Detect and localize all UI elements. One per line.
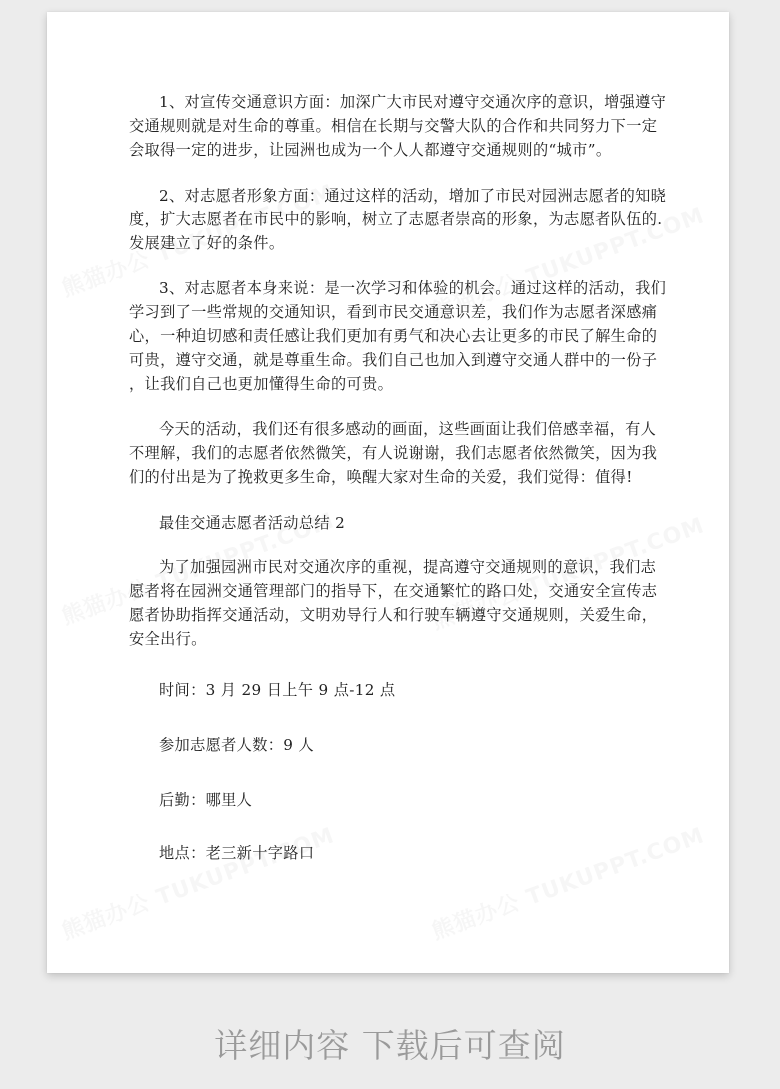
watermark xyxy=(57,818,338,946)
watermark xyxy=(427,818,708,946)
text-line: 愿者协助指挥交通活动，文明劝导行人和行驶车辆遵守交通规则，关爱生命， xyxy=(129,606,658,624)
detail-logistics: 后勤：哪里人 xyxy=(159,791,253,809)
text-line: 学习到了一些常规的交通知识，看到市民交通意识差，我们作为志愿者深感痛 xyxy=(129,303,658,321)
text-line: 安全出行。 xyxy=(129,630,207,648)
detail-location: 地点：老三新十字路口 xyxy=(159,844,315,862)
text-line: 2、对志愿者形象方面：通过这样的活动，增加了市民对园洲志愿者的知晓 xyxy=(159,187,667,205)
text-line: 为了加强园洲市民对交通次序的重视，提高遵守交通规则的意识，我们志 xyxy=(159,558,657,576)
text-line: 1、对宣传交通意识方面：加深广大市民对遵守交通次序的意识，增强遵守 xyxy=(159,93,667,111)
text-line: 度，扩大志愿者在市民中的影响，树立了志愿者崇高的形象，为志愿者队伍的. xyxy=(129,210,663,228)
text-line: 今天的活动，我们还有很多感动的画面，这些画面让我们倍感幸福，有人 xyxy=(159,420,657,438)
text-line: 会取得一定的进步，让园洲也成为一个人人都遵守交通规则的“城市”。 xyxy=(129,141,612,159)
text-line: 发展建立了好的条件。 xyxy=(129,234,285,252)
text-line: ，让我们自己也更加懂得生命的可贵。 xyxy=(129,375,394,393)
text-line: 们的付出是为了挽救更多生命，唤醒大家对生命的关爱，我们觉得：值得! xyxy=(129,468,633,486)
text-line: 愿者将在园洲交通管理部门的指导下，在交通繁忙的路口处，交通安全宣传志 xyxy=(129,582,658,600)
text-line: 交通规则就是对生命的尊重。相信在长期与交警大队的合作和共同努力下一定 xyxy=(129,117,658,135)
text-line: 心，一种迫切感和责任感让我们更加有勇气和决心去让更多的市民了解生命的 xyxy=(129,327,658,345)
detail-time: 时间：3 月 29 日上午 9 点-12 点 xyxy=(159,681,396,699)
text-line: 不理解，我们的志愿者依然微笑，有人说谢谢，我们志愿者依然微笑，因为我 xyxy=(129,444,658,462)
document-page xyxy=(47,12,729,973)
section-heading: 最佳交通志愿者活动总结 2 xyxy=(159,514,346,532)
text-line: 3、对志愿者本身来说：是一次学习和体验的机会。通过这样的活动，我们 xyxy=(159,279,667,297)
detail-volunteer-count: 参加志愿者人数：9 人 xyxy=(159,736,315,754)
download-notice: 详细内容 下载后可查阅 xyxy=(214,1026,566,1065)
text-line: 可贵，遵守交通，就是尊重生命。我们自己也加入到遵守交通人群中的一份子 xyxy=(129,351,658,369)
